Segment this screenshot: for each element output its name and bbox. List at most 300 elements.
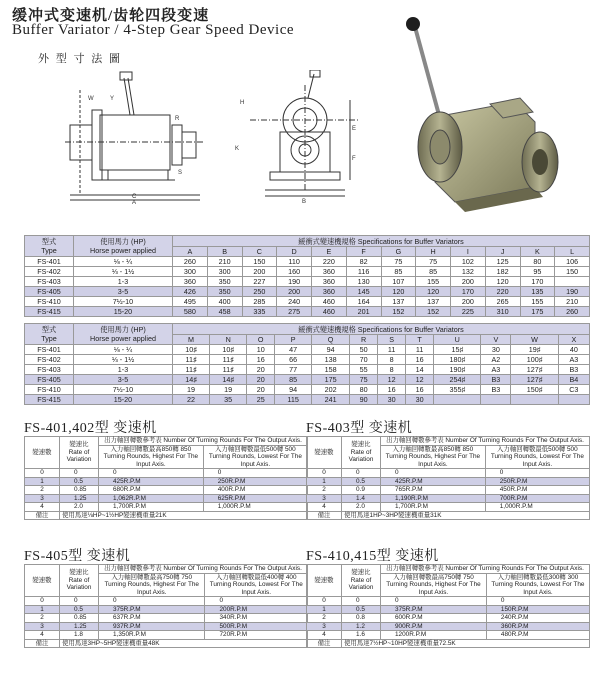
table-row: [25, 605, 308, 614]
value-cell: A2: [481, 355, 511, 365]
high-cell: 1,700R.P.M: [381, 503, 486, 512]
value-cell: 170: [520, 277, 555, 287]
value-cell: 460: [312, 307, 347, 317]
value-cell: 19: [210, 385, 247, 395]
value-cell: 50: [350, 345, 378, 355]
spec1-col-header: A: [173, 247, 208, 257]
rate-cell: 1.6: [342, 631, 381, 640]
type-cell: FS-402: [25, 355, 74, 365]
speed-cell: 2: [25, 486, 60, 495]
value-cell: 106: [555, 257, 590, 267]
value-cell: 202: [312, 385, 350, 395]
table-row: [25, 345, 590, 355]
value-cell: 145: [346, 287, 381, 297]
value-cell: 10♯: [173, 345, 210, 355]
value-cell: 300: [207, 267, 242, 277]
table-row: [25, 494, 308, 503]
spec1-col-header: G: [381, 247, 416, 257]
value-cell: 150: [555, 267, 590, 277]
value-cell: [511, 395, 558, 405]
value-cell: 20: [247, 385, 275, 395]
speed-cell: 0: [25, 469, 60, 478]
svg-text:W: W: [88, 96, 94, 102]
table-row: [25, 365, 590, 375]
rate-cell: 0.9: [342, 486, 381, 495]
variator-title-1: FS-401,402型 变速机: [24, 421, 157, 436]
high-cell: 1,700R.P.M: [99, 503, 204, 512]
spec2-col-header: S: [378, 335, 406, 345]
low-cell: 0: [485, 469, 589, 478]
value-cell: 85: [381, 267, 416, 277]
table-row: [25, 257, 590, 267]
table-row: [307, 614, 590, 623]
value-cell: 495: [173, 297, 208, 307]
spec2-group-header: 緩衝式變速機規格 Specifications for Buffer Variators: [173, 324, 590, 335]
value-cell: 254♯: [434, 375, 481, 385]
rate-cell: 2.0: [342, 503, 381, 512]
type-cell: FS-401: [25, 345, 74, 355]
low-cell: 0: [486, 597, 589, 606]
table-row: [25, 631, 308, 640]
value-cell: 110: [277, 257, 312, 267]
speed-cell: 4: [307, 631, 342, 640]
svg-text:R: R: [175, 116, 180, 122]
group-header: 出力軸回轉數參考表 Number Of Turning Rounds For The Output Axis.: [381, 437, 590, 446]
low-cell: 0: [205, 597, 308, 606]
value-cell: [555, 277, 590, 287]
value-cell: 75: [381, 257, 416, 267]
speed-cell: 1: [307, 605, 342, 614]
high-cell: 375R.P.M: [381, 605, 487, 614]
value-cell: 66: [275, 355, 312, 365]
table-row: [307, 631, 590, 640]
value-cell: 265: [485, 297, 520, 307]
value-cell: [434, 395, 481, 405]
variator-table-4: [306, 564, 590, 648]
spec-table-2: [24, 323, 590, 405]
drawing-subtitle: 外 型 寸 法 圖: [38, 53, 122, 65]
value-cell: 310: [485, 307, 520, 317]
value-cell: 460: [312, 297, 347, 307]
speed-cell: 3: [307, 494, 342, 503]
value-cell: 138: [312, 355, 350, 365]
hp-cell: 1-3: [74, 365, 173, 375]
value-cell: 152: [416, 307, 451, 317]
rate-cell: 0: [60, 597, 99, 606]
spec-table-1: [24, 235, 590, 317]
value-cell: 137: [416, 297, 451, 307]
value-cell: 40: [558, 345, 589, 355]
rate-cell: 1.25: [60, 494, 99, 503]
low-cell: 250R.P.M: [485, 477, 589, 486]
value-cell: 77: [275, 365, 312, 375]
high-cell: 1,062R.P.M: [99, 494, 204, 503]
speed-cell: 4: [25, 631, 60, 640]
speed-cell: 2: [307, 614, 342, 623]
value-cell: 137: [381, 297, 416, 307]
value-cell: 16: [406, 355, 434, 365]
value-cell: C3: [558, 385, 589, 395]
value-cell: 175: [312, 375, 350, 385]
value-cell: 11♯: [173, 355, 210, 365]
hp-cell: 1-3: [74, 277, 173, 287]
low-header: 入力軸回轉數最低400轉 400 Turning Rounds, Lowest For The Input Axis.: [205, 573, 308, 597]
type-cell: FS-405: [25, 375, 74, 385]
speed-cell: 4: [307, 503, 342, 512]
value-cell: 200: [277, 287, 312, 297]
value-cell: 16: [378, 385, 406, 395]
speed-cell: 0: [307, 469, 342, 478]
type-cell: FS-402: [25, 267, 74, 277]
group-header: 出力軸回轉數參考表 Number Of Turning Rounds For The Output Axis.: [381, 565, 590, 574]
high-header: 入力軸回轉數最高850轉 850 Turning Rounds, Highest For The Input Axis.: [99, 445, 204, 469]
title-cn: 缓冲式变速机/齿轮四段变速: [12, 8, 210, 24]
value-cell: 11♯: [173, 365, 210, 375]
value-cell: 95: [520, 267, 555, 277]
svg-text:F: F: [352, 156, 356, 162]
svg-text:Y: Y: [110, 96, 115, 102]
value-cell: B3: [558, 365, 589, 375]
value-cell: 175: [520, 307, 555, 317]
value-cell: 14♯: [210, 375, 247, 385]
value-cell: 227: [242, 277, 277, 287]
svg-text:E: E: [352, 126, 357, 132]
low-cell: 625R.P.M: [203, 494, 307, 503]
value-cell: 350: [207, 277, 242, 287]
table-row: [25, 385, 590, 395]
table-row: [25, 503, 308, 512]
group-header: 出力軸回轉數參考表 Number Of Turning Rounds For The Output Axis.: [99, 565, 308, 574]
rate-cell: 0: [60, 469, 99, 478]
value-cell: 85: [275, 375, 312, 385]
hp-cell: 7½-10: [74, 297, 173, 307]
table-row: [25, 297, 590, 307]
speed-cell: 3: [307, 622, 342, 631]
spec2-col-header: T: [406, 335, 434, 345]
value-cell: 130: [346, 277, 381, 287]
speed-cell: 0: [25, 597, 60, 606]
rate-cell: 0: [342, 597, 381, 606]
svg-text:B: B: [302, 199, 307, 205]
value-cell: 260: [173, 257, 208, 267]
value-cell: 8: [378, 365, 406, 375]
rate-cell: 1.2: [342, 622, 381, 631]
high-cell: 1,350R.P.M: [99, 631, 205, 640]
speed-count-header: 變速數: [307, 437, 342, 469]
value-cell: 15♯: [434, 345, 481, 355]
value-cell: 120: [416, 287, 451, 297]
value-cell: 116: [346, 267, 381, 277]
value-cell: 360: [312, 267, 347, 277]
spec1-col-header: F: [346, 247, 381, 257]
spec2-col-header: P: [275, 335, 312, 345]
table-row: [25, 287, 590, 297]
rate-cell: 0.8: [342, 614, 381, 623]
table-row: [307, 597, 590, 606]
value-cell: 90: [350, 395, 378, 405]
value-cell: 11: [406, 345, 434, 355]
value-cell: 210: [555, 297, 590, 307]
value-cell: 14♯: [173, 375, 210, 385]
high-cell: 0: [99, 469, 204, 478]
rate-cell: 0.5: [342, 605, 381, 614]
table-row: [25, 277, 590, 287]
hp-cell: 3-5: [74, 287, 173, 297]
value-cell: A3: [558, 355, 589, 365]
high-header: 入力軸回轉數最高750轉 750 Turning Rounds, Highest For The Input Axis.: [381, 573, 487, 597]
value-cell: 80: [350, 385, 378, 395]
value-cell: 120: [381, 287, 416, 297]
high-cell: 1,190R.P.M: [381, 494, 486, 503]
value-cell: A3: [481, 365, 511, 375]
value-cell: 160: [277, 267, 312, 277]
variator-table-1: [24, 436, 308, 520]
value-cell: 14: [406, 365, 434, 375]
spec2-col-header: R: [350, 335, 378, 345]
note-text: 使用馬達1HP~3HP變速機重量31K: [342, 511, 590, 520]
spec2-col-header: V: [481, 335, 511, 345]
table-row: [307, 605, 590, 614]
value-cell: 20: [247, 365, 275, 375]
low-cell: 1,000R.P.M: [485, 503, 589, 512]
spec1-col-header: B: [207, 247, 242, 257]
type-cell: FS-415: [25, 307, 74, 317]
high-cell: 0: [381, 597, 487, 606]
value-cell: 12: [378, 375, 406, 385]
value-cell: 10: [247, 345, 275, 355]
type-cell: FS-410: [25, 385, 74, 395]
value-cell: 132: [451, 267, 486, 277]
spec1-col-header: J: [485, 247, 520, 257]
value-cell: 250: [242, 287, 277, 297]
value-cell: 8: [378, 355, 406, 365]
value-cell: 100♯: [511, 355, 558, 365]
value-cell: 355♯: [434, 385, 481, 395]
note-text: 使用馬達7½HP~10HP變速機重量72.5K: [342, 639, 590, 648]
high-cell: 0: [99, 597, 205, 606]
value-cell: 94: [275, 385, 312, 395]
value-cell: 152: [381, 307, 416, 317]
value-cell: B3: [481, 385, 511, 395]
value-cell: B4: [558, 375, 589, 385]
hp-cell: ⅓ - 1½: [74, 355, 173, 365]
value-cell: 55: [350, 365, 378, 375]
table-row: [307, 503, 590, 512]
value-cell: 30: [406, 395, 434, 405]
type-cell: FS-403: [25, 365, 74, 375]
spec2-col-header: U: [434, 335, 481, 345]
value-cell: 285: [242, 297, 277, 307]
value-cell: 155: [416, 277, 451, 287]
high-cell: 375R.P.M: [99, 605, 205, 614]
rate-header: 變速比 Rate of Variation: [60, 565, 99, 597]
value-cell: 75: [416, 257, 451, 267]
spec1-group-header: 緩衝式變速機規格 Specifications for Buffer Variators: [173, 236, 590, 247]
spec2-type-header: 型式 Type: [25, 324, 74, 345]
speed-cell: 2: [307, 486, 342, 495]
note-label: 備注: [307, 511, 342, 520]
table-row: [25, 486, 308, 495]
value-cell: 225: [451, 307, 486, 317]
value-cell: 360: [312, 287, 347, 297]
value-cell: 80: [520, 257, 555, 267]
hp-cell: 7½-10: [74, 385, 173, 395]
rate-cell: 0.85: [60, 614, 99, 623]
svg-text:H: H: [240, 100, 245, 106]
low-cell: 360R.P.M: [486, 622, 589, 631]
high-cell: 425R.P.M: [381, 477, 486, 486]
note-text: 使用馬達⅛HP~1½HP變速機重量21K: [60, 511, 308, 520]
rate-header: 變速比 Rate of Variation: [60, 437, 99, 469]
spec2-hp-header: 使用馬力 (HP) Horse power applied: [74, 324, 173, 345]
speed-count-header: 變速數: [25, 565, 60, 597]
variator-title-3: FS-405型 变速机: [24, 549, 131, 564]
value-cell: 85: [416, 267, 451, 277]
table-row: [25, 614, 308, 623]
note-text: 使用馬達3HP~5HP變速機重量48K: [60, 639, 308, 648]
hp-cell: 15-20: [74, 395, 173, 405]
high-header: 入力軸回轉數最高850轉 850 Turning Rounds, Highest For The Input Axis.: [381, 445, 486, 469]
table-row: [307, 622, 590, 631]
note-label: 備注: [307, 639, 342, 648]
spec1-col-header: I: [451, 247, 486, 257]
low-cell: 400R.P.M: [203, 486, 307, 495]
value-cell: 22: [173, 395, 210, 405]
hp-cell: ⅓ - 1½: [74, 267, 173, 277]
table-row: [307, 486, 590, 495]
value-cell: 107: [381, 277, 416, 287]
rate-cell: 0.5: [342, 477, 381, 486]
rate-cell: 1.25: [60, 622, 99, 631]
high-cell: 0: [381, 469, 486, 478]
value-cell: 458: [207, 307, 242, 317]
speed-cell: 3: [25, 494, 60, 503]
value-cell: 182: [485, 267, 520, 277]
title-en: Buffer Variator / 4-Step Gear Speed Device: [12, 22, 295, 38]
type-cell: FS-415: [25, 395, 74, 405]
value-cell: 125: [485, 257, 520, 267]
table-row: [307, 477, 590, 486]
spec1-col-header: H: [416, 247, 451, 257]
value-cell: 275: [277, 307, 312, 317]
rate-cell: 0.85: [60, 486, 99, 495]
value-cell: 12: [406, 375, 434, 385]
value-cell: 200: [451, 277, 486, 287]
low-cell: 450R.P.M: [485, 486, 589, 495]
value-cell: 150: [242, 257, 277, 267]
value-cell: 241: [312, 395, 350, 405]
high-cell: 637R.P.M: [99, 614, 205, 623]
type-cell: FS-405: [25, 287, 74, 297]
speed-cell: 2: [25, 614, 60, 623]
value-cell: 75: [350, 375, 378, 385]
spec1-col-header: L: [555, 247, 590, 257]
rate-cell: 0: [342, 469, 381, 478]
high-cell: 937R.P.M: [99, 622, 205, 631]
value-cell: [558, 395, 589, 405]
group-header: 出力軸回轉數參考表 Number Of Turning Rounds For The Output Axis.: [99, 437, 308, 446]
value-cell: 170: [451, 287, 486, 297]
high-header: 入力軸回轉數最高750轉 750 Turning Rounds, Highest For The Input Axis.: [99, 573, 205, 597]
rate-cell: 1.4: [342, 494, 381, 503]
value-cell: 127♯: [511, 375, 558, 385]
value-cell: 200: [451, 297, 486, 307]
rate-header: 變速比 Rate of Variation: [342, 565, 381, 597]
hp-cell: ⅛ - ¼: [74, 257, 173, 267]
low-cell: 240R.P.M: [486, 614, 589, 623]
value-cell: 25: [247, 395, 275, 405]
low-header: 入力軸回轉數最低500轉 500 Turning Rounds, Lowest For The Input Axis.: [203, 445, 307, 469]
table-row: [25, 477, 308, 486]
value-cell: 19♯: [511, 345, 558, 355]
table-row: [25, 375, 590, 385]
rate-cell: 0.5: [60, 477, 99, 486]
value-cell: 190: [277, 277, 312, 287]
spec1-col-header: E: [312, 247, 347, 257]
value-cell: 580: [173, 307, 208, 317]
value-cell: 30: [378, 395, 406, 405]
value-cell: 150♯: [511, 385, 558, 395]
table-row: [25, 307, 590, 317]
spec2-col-header: O: [247, 335, 275, 345]
value-cell: 260: [555, 307, 590, 317]
value-cell: 426: [173, 287, 208, 297]
high-cell: 680R.P.M: [99, 486, 204, 495]
value-cell: 11♯: [210, 355, 247, 365]
hp-cell: 3-5: [74, 375, 173, 385]
speed-count-header: 變速數: [307, 565, 342, 597]
table-row: [25, 395, 590, 405]
table-row: [25, 355, 590, 365]
high-cell: 765R.P.M: [381, 486, 486, 495]
type-cell: FS-401: [25, 257, 74, 267]
value-cell: 47: [275, 345, 312, 355]
spec2-col-header: W: [511, 335, 558, 345]
high-cell: 900R.P.M: [381, 622, 487, 631]
rate-cell: 0.5: [60, 605, 99, 614]
variator-title-2: FS-403型 变速机: [306, 421, 413, 436]
value-cell: 210: [207, 257, 242, 267]
value-cell: 360: [312, 277, 347, 287]
spec2-col-header: N: [210, 335, 247, 345]
value-cell: 70: [350, 355, 378, 365]
table-row: [25, 469, 308, 478]
value-cell: 135: [520, 287, 555, 297]
low-cell: 250R.P.M: [203, 477, 307, 486]
spec2-col-header: X: [558, 335, 589, 345]
value-cell: 164: [346, 297, 381, 307]
value-cell: 335: [242, 307, 277, 317]
value-cell: 220: [485, 287, 520, 297]
table-row: [25, 622, 308, 631]
value-cell: 102: [451, 257, 486, 267]
low-header: 入力軸回轉數最低500轉 500 Turning Rounds, Lowest For The Input Axis.: [485, 445, 589, 469]
side-view-drawing: [60, 70, 210, 205]
value-cell: 19: [173, 385, 210, 395]
type-cell: FS-403: [25, 277, 74, 287]
svg-text:K: K: [235, 146, 240, 152]
value-cell: 350: [207, 287, 242, 297]
spec1-col-header: D: [277, 247, 312, 257]
speed-cell: 1: [25, 605, 60, 614]
value-cell: 190: [555, 287, 590, 297]
value-cell: 82: [346, 257, 381, 267]
low-cell: 1,000R.P.M: [203, 503, 307, 512]
low-cell: 0: [203, 469, 307, 478]
low-cell: 720R.P.M: [205, 631, 308, 640]
note-label: 備注: [25, 639, 60, 648]
rate-header: 變速比 Rate of Variation: [342, 437, 381, 469]
